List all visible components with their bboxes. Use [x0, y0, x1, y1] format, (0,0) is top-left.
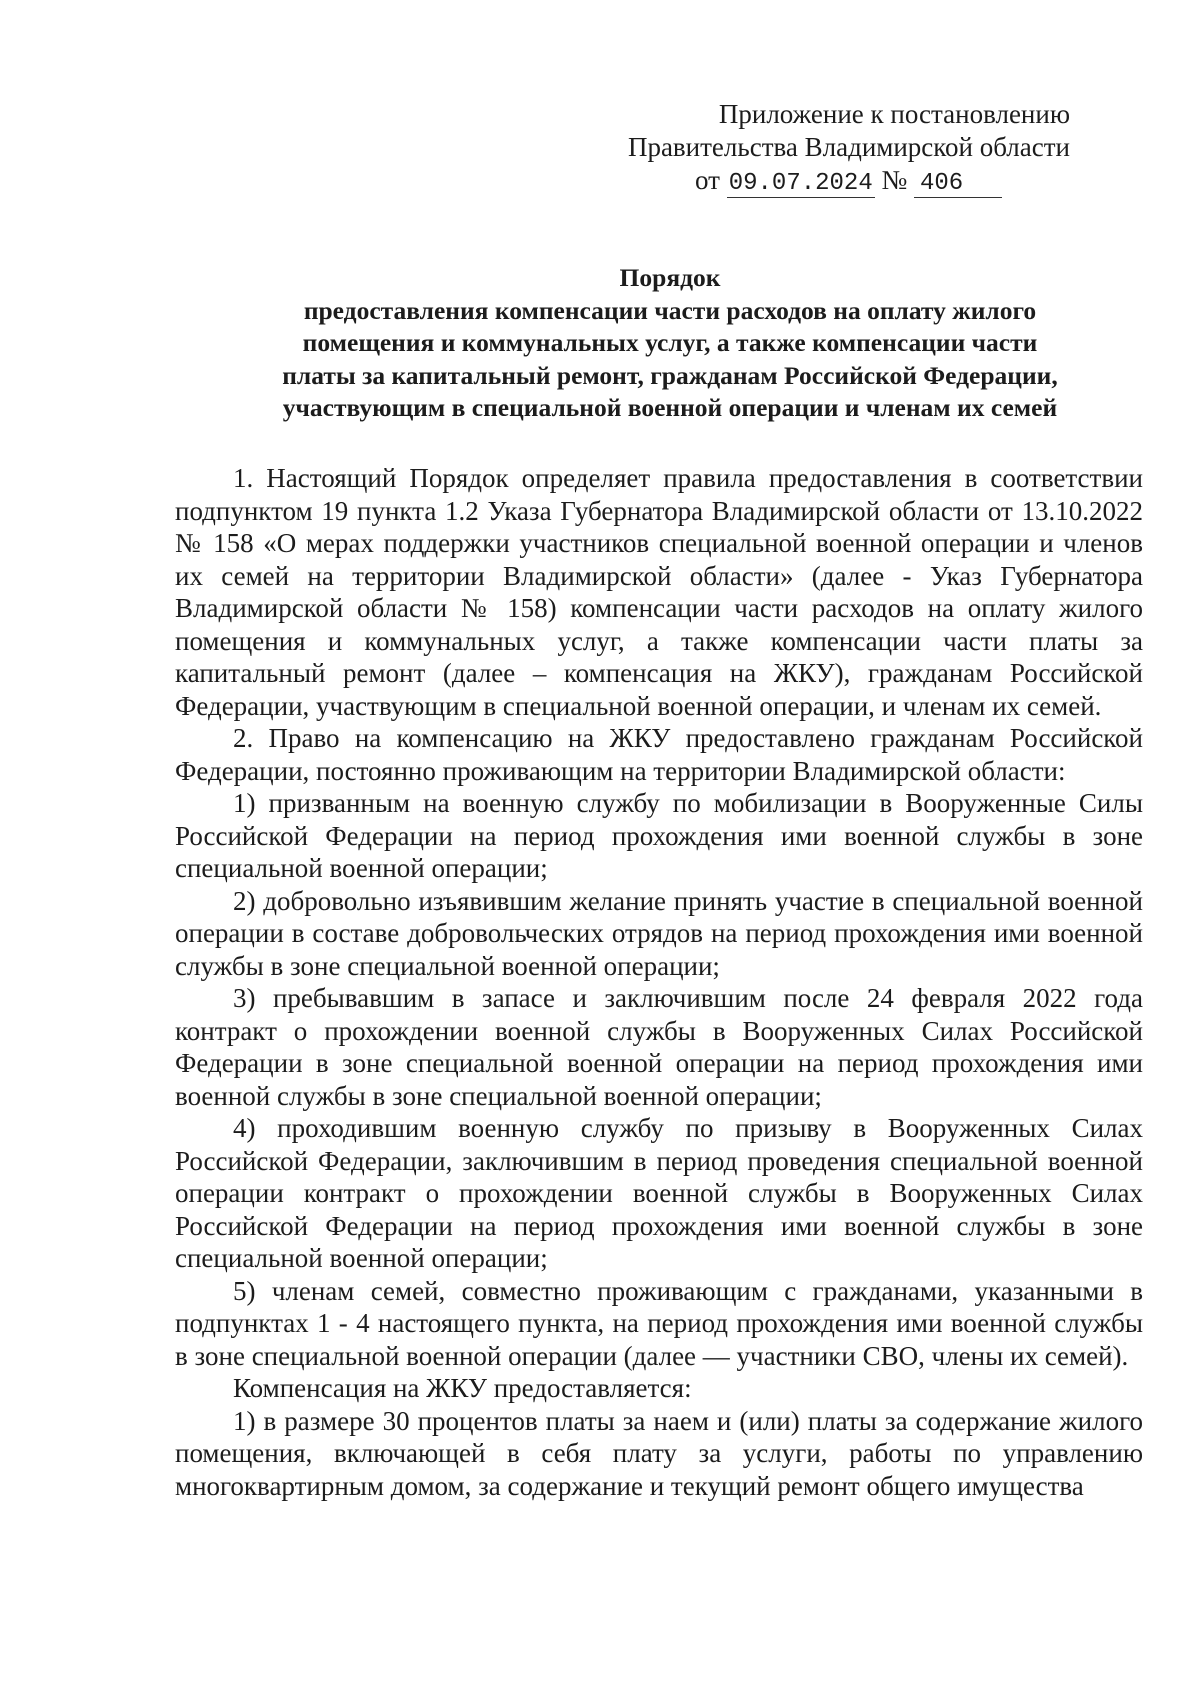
number-sign: № — [881, 165, 908, 195]
list-item-3: 3) пребывавшим в запасе и заключившим после 24 февраля 2022 года контракт о прохождении военной службы в Вооруженных Силах Российской Федерации в зоне специальной военной операции на период прохождения ими военной службы в зоне специальной военной операции; — [175, 983, 1143, 1111]
appendix-date-line — [590, 164, 1070, 198]
appendix-line-2: Правительства Владимирской области — [627, 132, 1070, 162]
decree-date: 09.07.2024 — [728, 170, 873, 197]
compensation-intro: Компенсация на ЖКУ предоставляется: — [233, 1373, 692, 1403]
title-line-1: Порядок — [619, 263, 721, 292]
title-line-5: участвующим в специальной военной операции и членам их семей — [282, 393, 1058, 422]
paragraph-2: 2. Право на компенсацию на ЖКУ предоставлено гражданам Российской Федерации, постоянно проживающим на территории Владимирской области: — [175, 723, 1143, 786]
title-line-3: помещения и коммунальных услуг, а также компенсации части — [302, 328, 1038, 357]
date-prefix: от — [695, 165, 720, 195]
decree-number: 406 — [914, 171, 1002, 198]
list-item-1: 1) призванным на военную службу по мобилизации в Вооруженные Силы Российской Федерации на период прохождения ими военной службы в зоне специальной военной операции; — [175, 788, 1143, 883]
appendix-line-1: Приложение к постановлению — [718, 99, 1070, 129]
compensation-item-1: 1) в размере 30 процентов платы за наем и (или) платы за содержание жилого помещения, включающей в себя плату за услуги, работы по управлению многоквартирным домом, за содержание и текущий ремонт общего имущества — [175, 1405, 1143, 1501]
list-item-5: 5) членам семей, совместно проживающим с гражданами, указанными в подпунктах 1 - 4 настоящего пункта, на период прохождения ими военной службы в зоне специальной военной операции (далее — участники СВО, члены их семей). — [175, 1275, 1143, 1371]
document-title — [175, 262, 1165, 425]
title-line-2: предоставления компенсации части расходов на оплату жилого — [303, 295, 1037, 325]
appendix-header — [590, 98, 1070, 198]
paragraph-1: 1. Настоящий Порядок определяет правила предоставления в соответствии подпунктом 19 пункта 1.2 Указа Губернатора Владимирской области от 13.10.2022 № 158 «О мерах поддержки участников специальной военной операции и членов их семей на территории Владимирской области» (далее - Указ Губернатора Владимирской области № 158) компенсации части расходов на оплату жилого помещения и коммунальных услуг, а также компенсации части платы за капитальный ремонт (далее – компенсация на ЖКУ), гражданам Российской Федерации, участвующим в специальной военной операции, и членам их семей. — [175, 463, 1143, 721]
list-item-2: 2) добровольно изъявившим желание принять участие в специальной военной операции в составе добровольческих отрядов на период прохождения ими военной службы в зоне специальной военной операции; — [175, 885, 1143, 981]
document-body — [175, 462, 1143, 1502]
list-item-4: 4) проходившим военную службу по призыву в Вооруженных Силах Российской Федерации, заключившим в период проведения специальной военной операции контракт о прохождении военной службы в Вооруженных Силах Российской Федерации на период прохождения ими военной службы в зоне специальной военной операции; — [175, 1113, 1143, 1273]
title-line-4: платы за капитальный ремонт, гражданам Российской Федерации, — [282, 360, 1058, 390]
